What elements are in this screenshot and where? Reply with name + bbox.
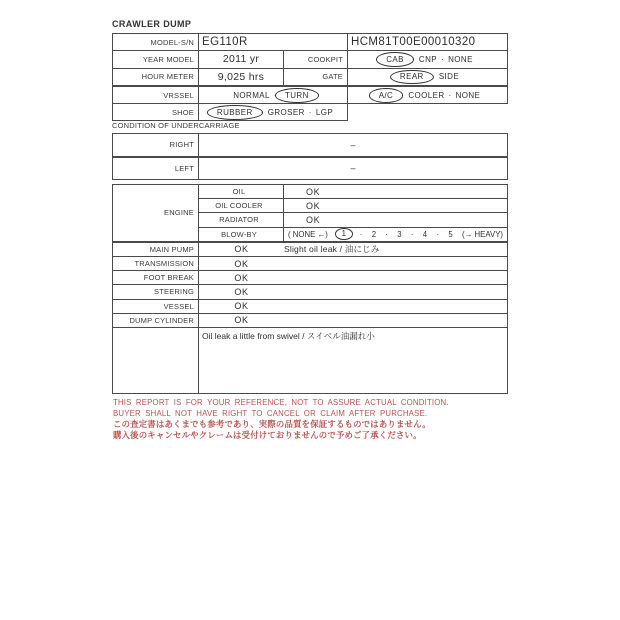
serial-value: HCM81T00E00010320 — [348, 34, 508, 51]
engine-oil-label: OIL — [199, 185, 284, 199]
blowby-prefix: ( NONE ←) — [288, 229, 328, 239]
remark-empty-label — [113, 327, 199, 393]
undercarriage-title: CONDITION OF UNDERCARRIAGE — [112, 121, 240, 130]
vrssel-option: NORMAL — [233, 90, 270, 100]
transmission-value-cell — [199, 256, 508, 270]
inspection-row — [113, 285, 508, 299]
hour-label: HOUR METER — [113, 68, 199, 86]
aircon-selected-circle: A/C — [369, 88, 404, 103]
separator-dot: · — [441, 54, 445, 64]
dumpcylinder-label: DUMP CYLINDER — [113, 313, 199, 327]
blowby-selected-circle: 1 — [335, 228, 352, 240]
mainpump-label: MAIN PUMP — [113, 242, 199, 257]
inspection-row — [113, 256, 508, 270]
model-value: EG110R — [199, 34, 348, 51]
inspection-table — [112, 184, 508, 394]
header-table — [112, 33, 508, 121]
gate-options — [348, 68, 508, 86]
separator-dot: · — [385, 229, 388, 239]
row-shoe — [113, 104, 508, 121]
hour-value: 9,025 hrs — [199, 68, 284, 86]
vessel-value: OK — [234, 301, 249, 312]
blowby-level: 5 — [448, 229, 453, 239]
vrssel-label: VRSSEL — [113, 86, 199, 104]
undercarriage-left-label: LEFT — [113, 157, 199, 180]
steering-value-cell — [199, 285, 508, 299]
separator-dot: · — [410, 229, 414, 239]
disclaimer-line-en: THIS REPORT IS FOR YOUR REFERENCE, NOT TO ASSURE ACTUAL CONDITION. — [113, 398, 449, 407]
separator-dot: · — [273, 90, 277, 100]
disclaimer-block — [113, 398, 449, 441]
gate-selected-circle: REAR — [390, 70, 434, 85]
blowby-level: 2 — [371, 229, 377, 239]
cookpit-label: COOKPIT — [284, 51, 348, 68]
dumpcylinder-value-cell — [199, 313, 508, 327]
aircon-option: COOLER — [408, 90, 445, 100]
undercarriage-row — [113, 134, 508, 157]
separator-dot: · — [359, 229, 363, 239]
cookpit-options — [348, 51, 508, 68]
row-model — [113, 34, 508, 51]
cookpit-option: CNP — [418, 54, 438, 64]
vrssel-selected-circle: TURN — [275, 88, 319, 103]
blowby-scale — [284, 227, 508, 242]
blowby-label: BLOW-BY — [199, 227, 284, 242]
gate-option: SIDE — [438, 72, 460, 82]
shoe-option: GROSER — [267, 107, 305, 117]
undercarriage-table — [112, 133, 508, 180]
shoe-selected-circle: RUBBER — [207, 105, 263, 120]
shoe-options — [199, 104, 348, 121]
undercarriage-left-value: – — [199, 157, 508, 180]
gate-label: GATE — [284, 68, 348, 86]
engine-row — [113, 185, 508, 199]
separator-dot: · — [411, 54, 415, 64]
separator-dot: · — [308, 107, 312, 117]
engine-oilcooler-value: OK — [284, 199, 508, 213]
footbreak-value-cell — [199, 271, 508, 285]
steering-value: OK — [234, 286, 249, 297]
undercarriage-right-value: – — [199, 134, 508, 157]
blowby-level: 4 — [422, 229, 428, 239]
blowby-level: 3 — [397, 229, 402, 239]
cookpit-option: NONE — [448, 54, 473, 64]
empty-corner-cell — [348, 104, 508, 121]
row-year — [113, 51, 508, 68]
blowby-suffix: (→ HEAVY) — [461, 229, 503, 239]
footbreak-value: OK — [234, 272, 249, 283]
engine-radiator-value: OK — [284, 213, 508, 227]
aircon-options — [348, 86, 508, 104]
separator-dot: · — [431, 72, 435, 82]
transmission-value: OK — [234, 258, 249, 269]
transmission-label: TRANSMISSION — [113, 256, 199, 270]
footbreak-label: FOOT BREAK — [113, 271, 199, 285]
vessel-label: VESSEL — [113, 299, 199, 313]
disclaimer-line-jp: 購入後のキャンセルやクレームは受付けておりませんので予めご了承ください。 — [113, 429, 422, 440]
engine-group-label: ENGINE — [113, 185, 199, 242]
year-label: YEAR MODEL — [113, 51, 199, 68]
vrssel-options — [199, 86, 348, 104]
row-hour — [113, 68, 508, 86]
page-title: CRAWLER DUMP — [112, 19, 192, 29]
model-label: MODEL-S/N — [113, 34, 199, 51]
year-value: 2011 yr — [199, 51, 284, 68]
inspection-row — [113, 242, 508, 257]
engine-oilcooler-label: OIL COOLER — [199, 199, 284, 213]
dumpcylinder-value: OK — [234, 315, 249, 326]
inspection-row — [113, 299, 508, 313]
cookpit-selected-circle: CAB — [376, 52, 414, 67]
separator-dot: · — [260, 107, 264, 117]
remark-row — [113, 327, 508, 393]
mainpump-value-cell — [199, 242, 508, 257]
separator-dot: · — [436, 229, 440, 239]
remark-text: Oil leak a little from swivel / スイベル油漏れ小 — [199, 327, 508, 393]
inspection-row — [113, 271, 508, 285]
vessel-value-cell — [199, 299, 508, 313]
aircon-option: NONE — [455, 90, 481, 100]
engine-radiator-label: RADIATOR — [199, 213, 284, 227]
mainpump-comment: Slight oil leak / 油にじみ — [284, 244, 380, 255]
mainpump-value: OK — [234, 244, 249, 255]
inspection-row — [113, 313, 508, 327]
undercarriage-row — [113, 157, 508, 180]
row-vrssel — [113, 86, 508, 104]
disclaimer-line-en: BUYER SHALL NOT HAVE RIGHT TO CANCEL OR CLAIM AFTER PURCHASE. — [113, 408, 428, 418]
shoe-label: SHOE — [113, 104, 199, 121]
steering-label: STEERING — [113, 285, 199, 299]
engine-oil-value: OK — [284, 185, 508, 199]
undercarriage-right-label: RIGHT — [113, 134, 199, 157]
disclaimer-line-jp: この査定書はあくまでも参考であり、実際の品質を保証するものではありません。 — [113, 419, 431, 430]
separator-dot: · — [401, 90, 405, 100]
shoe-option: LGP — [315, 107, 334, 117]
separator-dot: · — [448, 90, 452, 100]
